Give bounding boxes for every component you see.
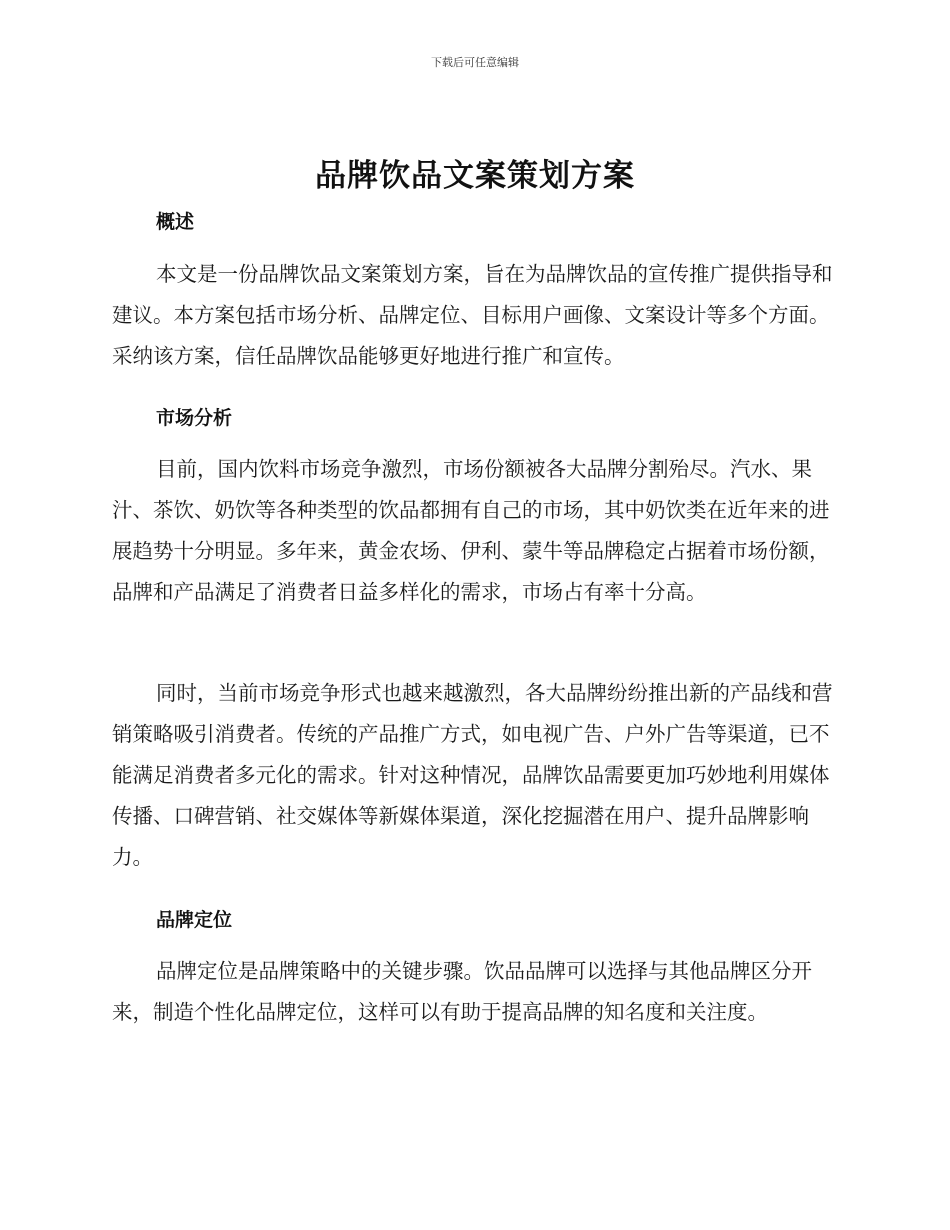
paragraph-brand-positioning: 品牌定位是品牌策略中的关键步骤。饮品品牌可以选择与其他品牌区分开来，制造个性化品牌定位，这样可以有助于提高品牌的知名度和关注度。	[112, 959, 812, 1024]
paragraph-market-analysis-1: 目前，国内饮料市场竞争激烈，市场份额被各大品牌分割殆尽。汽水、果汁、茶饮、奶饮等各种类型的饮品都拥有自己的市场，其中奶饮类在近年来的进展趋势十分明显。多年来，黄金农场、伊利、蒙牛等品牌稳定占据着市场份额，品牌和产品满足了消费者日益多样化的需求，市场占有率十分高。	[112, 457, 830, 604]
section-heading-brand-positioning: 品牌定位	[156, 909, 233, 931]
document-title: 品牌饮品文案策划方案	[315, 158, 635, 194]
section-heading-overview: 概述	[156, 211, 195, 233]
page-header-note: 下载后可任意编辑	[431, 56, 519, 69]
section-heading-market-analysis: 市场分析	[156, 407, 233, 429]
paragraph-market-analysis-2: 同时，当前市场竞争形式也越来越激烈，各大品牌纷纷推出新的产品线和营销策略吸引消费者。传统的产品推广方式，如电视广告、户外广告等渠道，已不能满足消费者多元化的需求。针对这种情况，品牌饮品需要更加巧妙地利用媒体传播、口碑营销、社交媒体等新媒体渠道，深化挖掘潜在用户、提升品牌影响力。	[112, 681, 833, 869]
paragraph-overview: 本文是一份品牌饮品文案策划方案，旨在为品牌饮品的宣传推广提供指导和建议。本方案包括市场分析、品牌定位、目标用户画像、文案设计等多个方面。采纳该方案，信任品牌饮品能够更好地进行推广和宣传。	[112, 262, 833, 368]
